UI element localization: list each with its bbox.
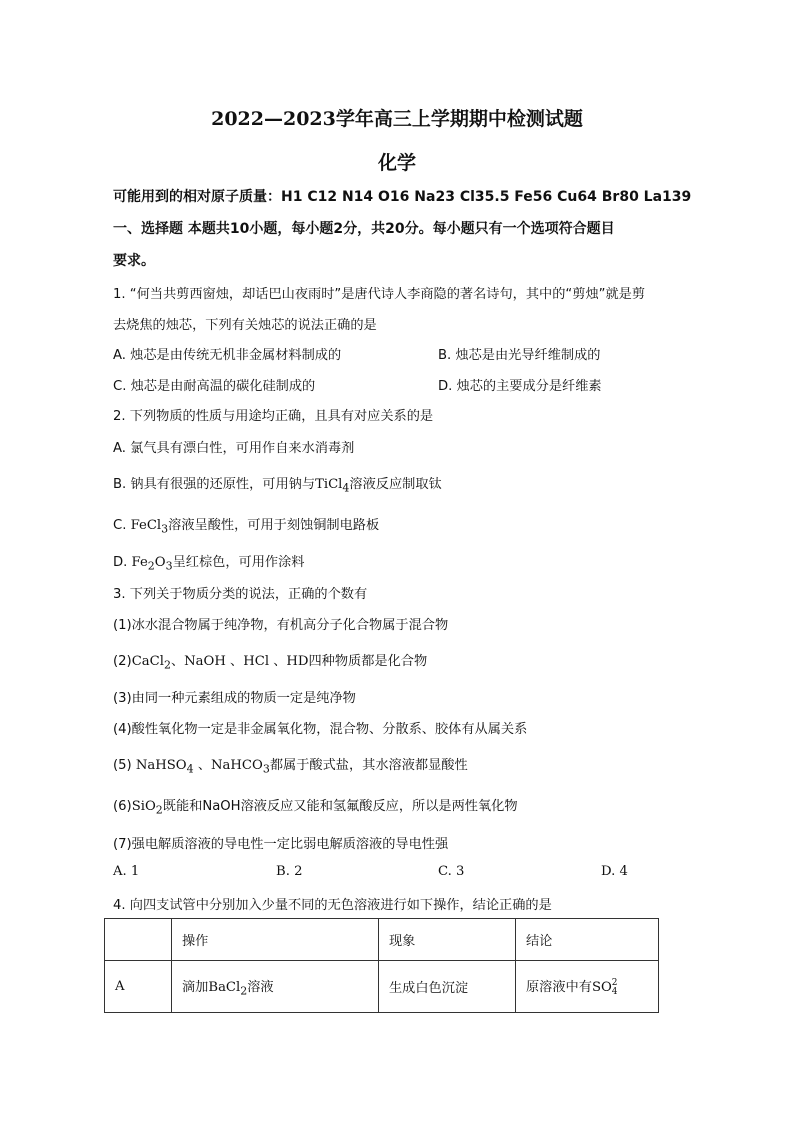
q2-option-a: A. 氯气具有漂白性，可用作自来水消毒剂 (113, 441, 355, 456)
q3-statement-6: (6)SiO$_2$既能和NaOH溶液反应又能和氢氟酸反应，所以是两性氧化物 (113, 799, 518, 817)
formula-cacl2: CaCl$_2$ (131, 654, 171, 672)
subject-title: 化学 (377, 152, 416, 174)
table-row (105, 961, 659, 1013)
section-heading-line2: 要求。 (113, 253, 155, 269)
q2-option-d: D. $Fe_2O_3$呈红棕色，可用作涂料 (113, 555, 305, 573)
formula-nahso4: NaHSO$_4$ (135, 758, 194, 776)
q1-option-d: D. 烛芯的主要成分是纤维素 (438, 379, 602, 394)
q3-option-d: D. 4 (601, 864, 628, 879)
q4-table (104, 918, 659, 1013)
q3-statement-5: (5) NaHSO$_4$ 、NaHCO$_3$都属于酸式盐，其水溶液都显酸性 (113, 758, 468, 776)
section-heading-line1: 一、选择题 本题共10小题，每小题2分，共20分。每小题只有一个选项符合题目 (113, 221, 615, 237)
q1-stem-line1: 1. “何当共剪西窗烛，却话巴山夜雨时”是唐代诗人李商隐的著名诗句，其中的“剪烛”就是剪 (113, 287, 646, 302)
exam-title: 2022—2023学年高三上学期期中检测试题 (211, 108, 583, 130)
atomic-masses-note: 可能用到的相对原子质量：H1 C12 N14 O16 Na23 Cl35.5 Fe56 Cu64 Br80 La139 (113, 189, 692, 205)
q3-statement-4: (4)酸性氧化物一定是非金属氧化物，混合物、分散系、胶体有从属关系 (113, 722, 528, 737)
table-cell-label: A (105, 961, 172, 1013)
q3-option-c: C. 3 (438, 864, 465, 879)
formula-fe2o3: $Fe_2O_3$ (131, 555, 173, 573)
q3-statement-1: (1)冰水混合物属于纯净物，有机高分子化合物属于混合物 (113, 618, 449, 633)
q3-statement-3: (3)由同一种元素组成的物质一定是纯净物 (113, 691, 356, 706)
formula-sio2: SiO$_2$ (131, 799, 163, 817)
formula-fecl3: FeCl$_3$ (130, 518, 169, 536)
q2-option-c: C. FeCl$_3$溶液呈酸性，可用于刻蚀铜制电路板 (113, 518, 380, 536)
q4-stem: 4. 向四支试管中分别加入少量不同的无色溶液进行如下操作，结论正确的是 (113, 898, 552, 913)
table-header-cell (105, 919, 172, 961)
q3-statement-7: (7)强电解质溶液的导电性一定比弱电解质溶液的导电性强 (113, 837, 449, 852)
table-header-cell: 现象 (379, 919, 516, 961)
formula-ticl4: TiCl$_4$ (315, 477, 350, 495)
q3-statement-2: (2)CaCl$_2$、NaOH 、HCl 、HD四种物质都是化合物 (113, 654, 428, 672)
q1-option-b: B. 烛芯是由光导纤维制成的 (438, 348, 601, 363)
q1-stem-line2: 去烧焦的烛芯，下列有关烛芯的说法正确的是 (113, 318, 377, 333)
q3-option-a: A. 1 (113, 864, 140, 879)
table-header-cell: 结论 (516, 919, 659, 961)
table-cell-operation: 滴加BaCl$_2$溶液 (172, 961, 379, 1013)
formula-nahco3: NaHCO$_3$ (211, 758, 270, 776)
table-header-cell: 操作 (172, 919, 379, 961)
table-cell-conclusion: 原溶液中有SO 2 4 (516, 961, 659, 1013)
q1-option-c: C. 烛芯是由耐高温的碳化硅制成的 (113, 379, 316, 394)
q2-option-b: B. 钠具有很强的还原性，可用钠与TiCl$_4$溶液反应制取钛 (113, 477, 442, 495)
q2-stem: 2. 下列物质的性质与用途均正确，且具有对应关系的是 (113, 409, 434, 424)
q3-stem: 3. 下列关于物质分类的说法，正确的个数有 (113, 587, 368, 602)
table-cell-phenomenon: 生成白色沉淀 (379, 961, 516, 1013)
formula-so4: SO 2 4 (591, 977, 618, 997)
table-header-row (105, 919, 659, 961)
q3-option-b: B. 2 (276, 864, 303, 879)
q1-option-a: A. 烛芯是由传统无机非金属材料制成的 (113, 348, 342, 363)
